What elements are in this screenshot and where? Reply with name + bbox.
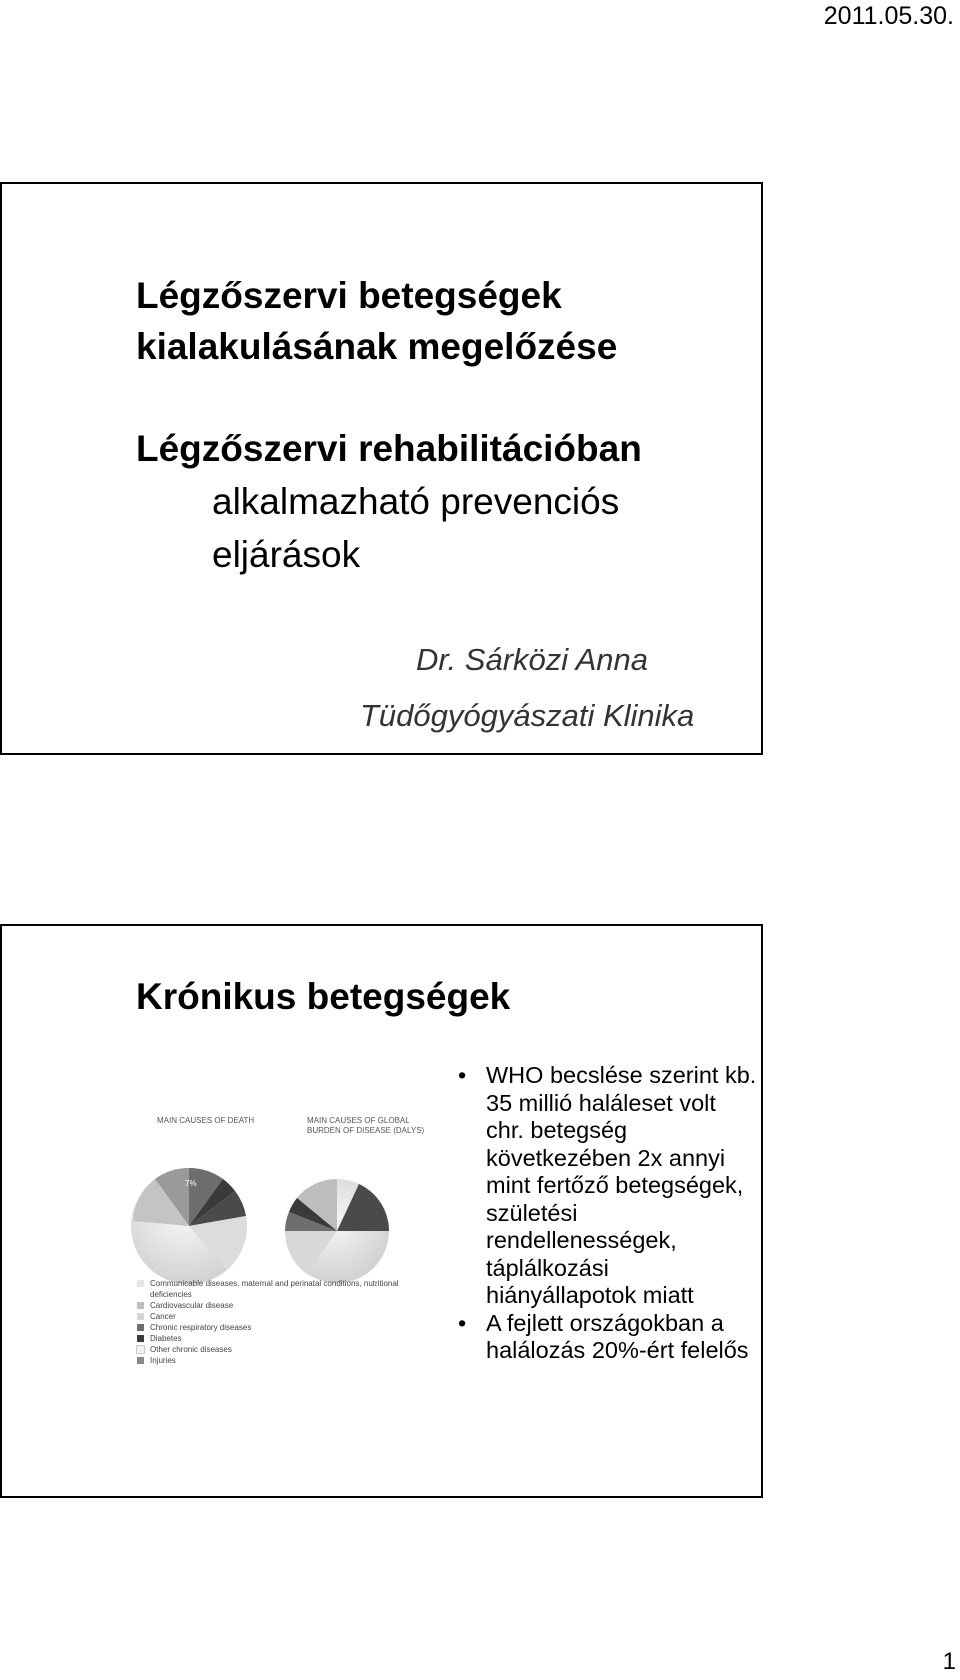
legend-label: Other chronic diseases	[150, 1345, 232, 1354]
who-pie-figure	[127, 1116, 427, 1446]
bullet-item: • WHO becslése szerint kb. 35 millió haláleset volt chr. betegség következében 2x annyi mint fertőző betegségek, születési rendellenességek, táplálkozási hiányállapotok miatt	[458, 1062, 758, 1310]
page-date: 2011.05.30.	[823, 2, 954, 30]
legend-item	[137, 1278, 427, 1300]
author-name: Dr. Sárközi Anna	[416, 642, 649, 677]
legend-swatch	[137, 1357, 144, 1364]
legend-item	[137, 1355, 427, 1366]
legend-swatch	[137, 1280, 144, 1287]
legend-item	[137, 1311, 427, 1322]
right-pie	[274, 1179, 389, 1283]
page-number: 1	[942, 1648, 956, 1675]
legend-swatch	[137, 1313, 144, 1320]
legend-swatch	[137, 1302, 144, 1309]
title-slide	[0, 182, 763, 755]
legend-label: Diabetes	[150, 1334, 182, 1343]
legend-item	[137, 1333, 427, 1344]
right-heading-line-1: MAIN CAUSES OF GLOBAL	[307, 1116, 410, 1125]
subtitle-line-2: alkalmazható prevenciós	[212, 481, 620, 522]
title-line-1: Légzőszervi betegségek	[136, 275, 562, 316]
slide-subtitle	[136, 422, 642, 581]
legend-label: Communicable diseases, maternal and perinatal conditions, nutritional deficiencies	[150, 1279, 399, 1299]
bullet-list	[458, 1062, 758, 1365]
legend-item	[137, 1344, 427, 1355]
left-pie	[131, 1168, 247, 1284]
slide-title	[136, 270, 617, 372]
bullet-item: • A fejlett országokban a halálozás 20%-ért felelős	[458, 1310, 758, 1365]
legend-swatch	[137, 1346, 144, 1353]
legend-label: Injuries	[150, 1356, 176, 1365]
legend-swatch	[137, 1335, 144, 1342]
subtitle-line-1: Légzőszervi rehabilitációban	[136, 428, 642, 469]
chronic-diseases-slide	[0, 924, 763, 1498]
legend-item	[137, 1300, 427, 1311]
slide-title: Krónikus betegségek	[136, 976, 511, 1017]
author-block	[360, 632, 694, 744]
author-affiliation: Tüdőgyógyászati Klinika	[360, 698, 695, 733]
pie-charts	[127, 1136, 427, 1296]
legend-label: Chronic respiratory diseases	[150, 1323, 252, 1332]
right-chart-heading	[307, 1116, 424, 1136]
subtitle-line-3: eljárások	[212, 534, 361, 575]
legend-item	[137, 1322, 427, 1333]
legend-label: Cardiovascular disease	[150, 1301, 234, 1310]
legend-swatch	[137, 1324, 144, 1331]
left-chart-heading: MAIN CAUSES OF DEATH	[157, 1116, 255, 1125]
right-heading-line-2: BURDEN OF DISEASE (DALYS)	[307, 1126, 425, 1135]
legend-label: Cancer	[150, 1312, 176, 1321]
title-line-2: kialakulásának megelőzése	[136, 326, 618, 367]
left-pie-label: 7%	[185, 1179, 197, 1188]
right-pie-label: 4%	[274, 1217, 286, 1226]
pie-legend	[137, 1278, 427, 1366]
